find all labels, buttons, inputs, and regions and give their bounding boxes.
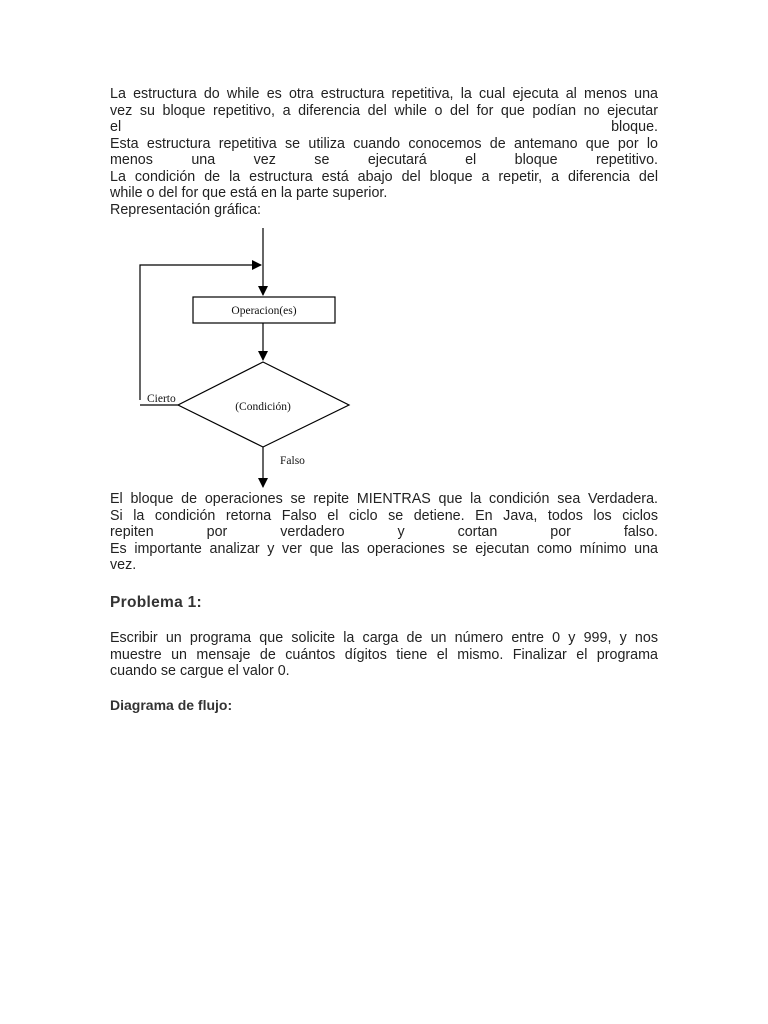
repeat-line: Si la condición retorna Falso el ciclo se detiene. En Java, todos los ciclos	[110, 507, 658, 524]
intro-paragraph	[110, 86, 658, 218]
repeat-line: vez.	[110, 557, 137, 573]
repeat-line: Es importante analizar y ver que las operaciones se ejecutan como mínimo una	[110, 540, 658, 557]
false-label: Falso	[280, 455, 305, 467]
flowchart-heading: Diagrama de flujo:	[110, 697, 233, 713]
problem-paragraph	[110, 630, 658, 680]
intro-line: La condición de la estructura está abajo del bloque a repetir, a diferencia del	[110, 168, 658, 185]
repeat-line: El bloque de operaciones se repite MIENTRAS que la condición sea Verdadera.	[110, 491, 658, 507]
problem-heading: Problema 1:	[110, 594, 203, 611]
intro-line: while o del for que está en la parte superior.	[110, 185, 388, 201]
operations-label: Operacion(es)	[231, 305, 297, 317]
condition-label: (Condición)	[235, 401, 291, 413]
intro-line: Representación gráfica:	[110, 201, 261, 218]
problem-line: cuando se cargue el valor 0.	[110, 663, 290, 679]
intro-line: La estructura do while es otra estructura repetitiva, la cual ejecuta al menos una	[110, 86, 658, 102]
repeat-line: repiten por verdadero y cortan por falso.	[110, 524, 658, 540]
intro-line: menos una vez se ejecutará el bloque repetitivo.	[110, 152, 658, 168]
problem-line: Escribir un programa que solicite la carga de un número entre 0 y 999, y nos	[110, 630, 658, 646]
problem-line: muestre un mensaje de cuántos dígitos tiene el mismo. Finalizar el programa	[110, 646, 658, 663]
repeat-paragraph	[110, 491, 658, 574]
intro-line: vez su bloque repetitivo, a diferencia del while o del for que podían no ejecutar	[110, 102, 658, 119]
true-label: Cierto	[147, 393, 176, 405]
intro-line: el bloque.	[110, 119, 658, 135]
intro-line: Esta estructura repetitiva se utiliza cuando conocemos de antemano que por lo	[110, 135, 658, 152]
do-while-flowchart	[130, 225, 360, 493]
